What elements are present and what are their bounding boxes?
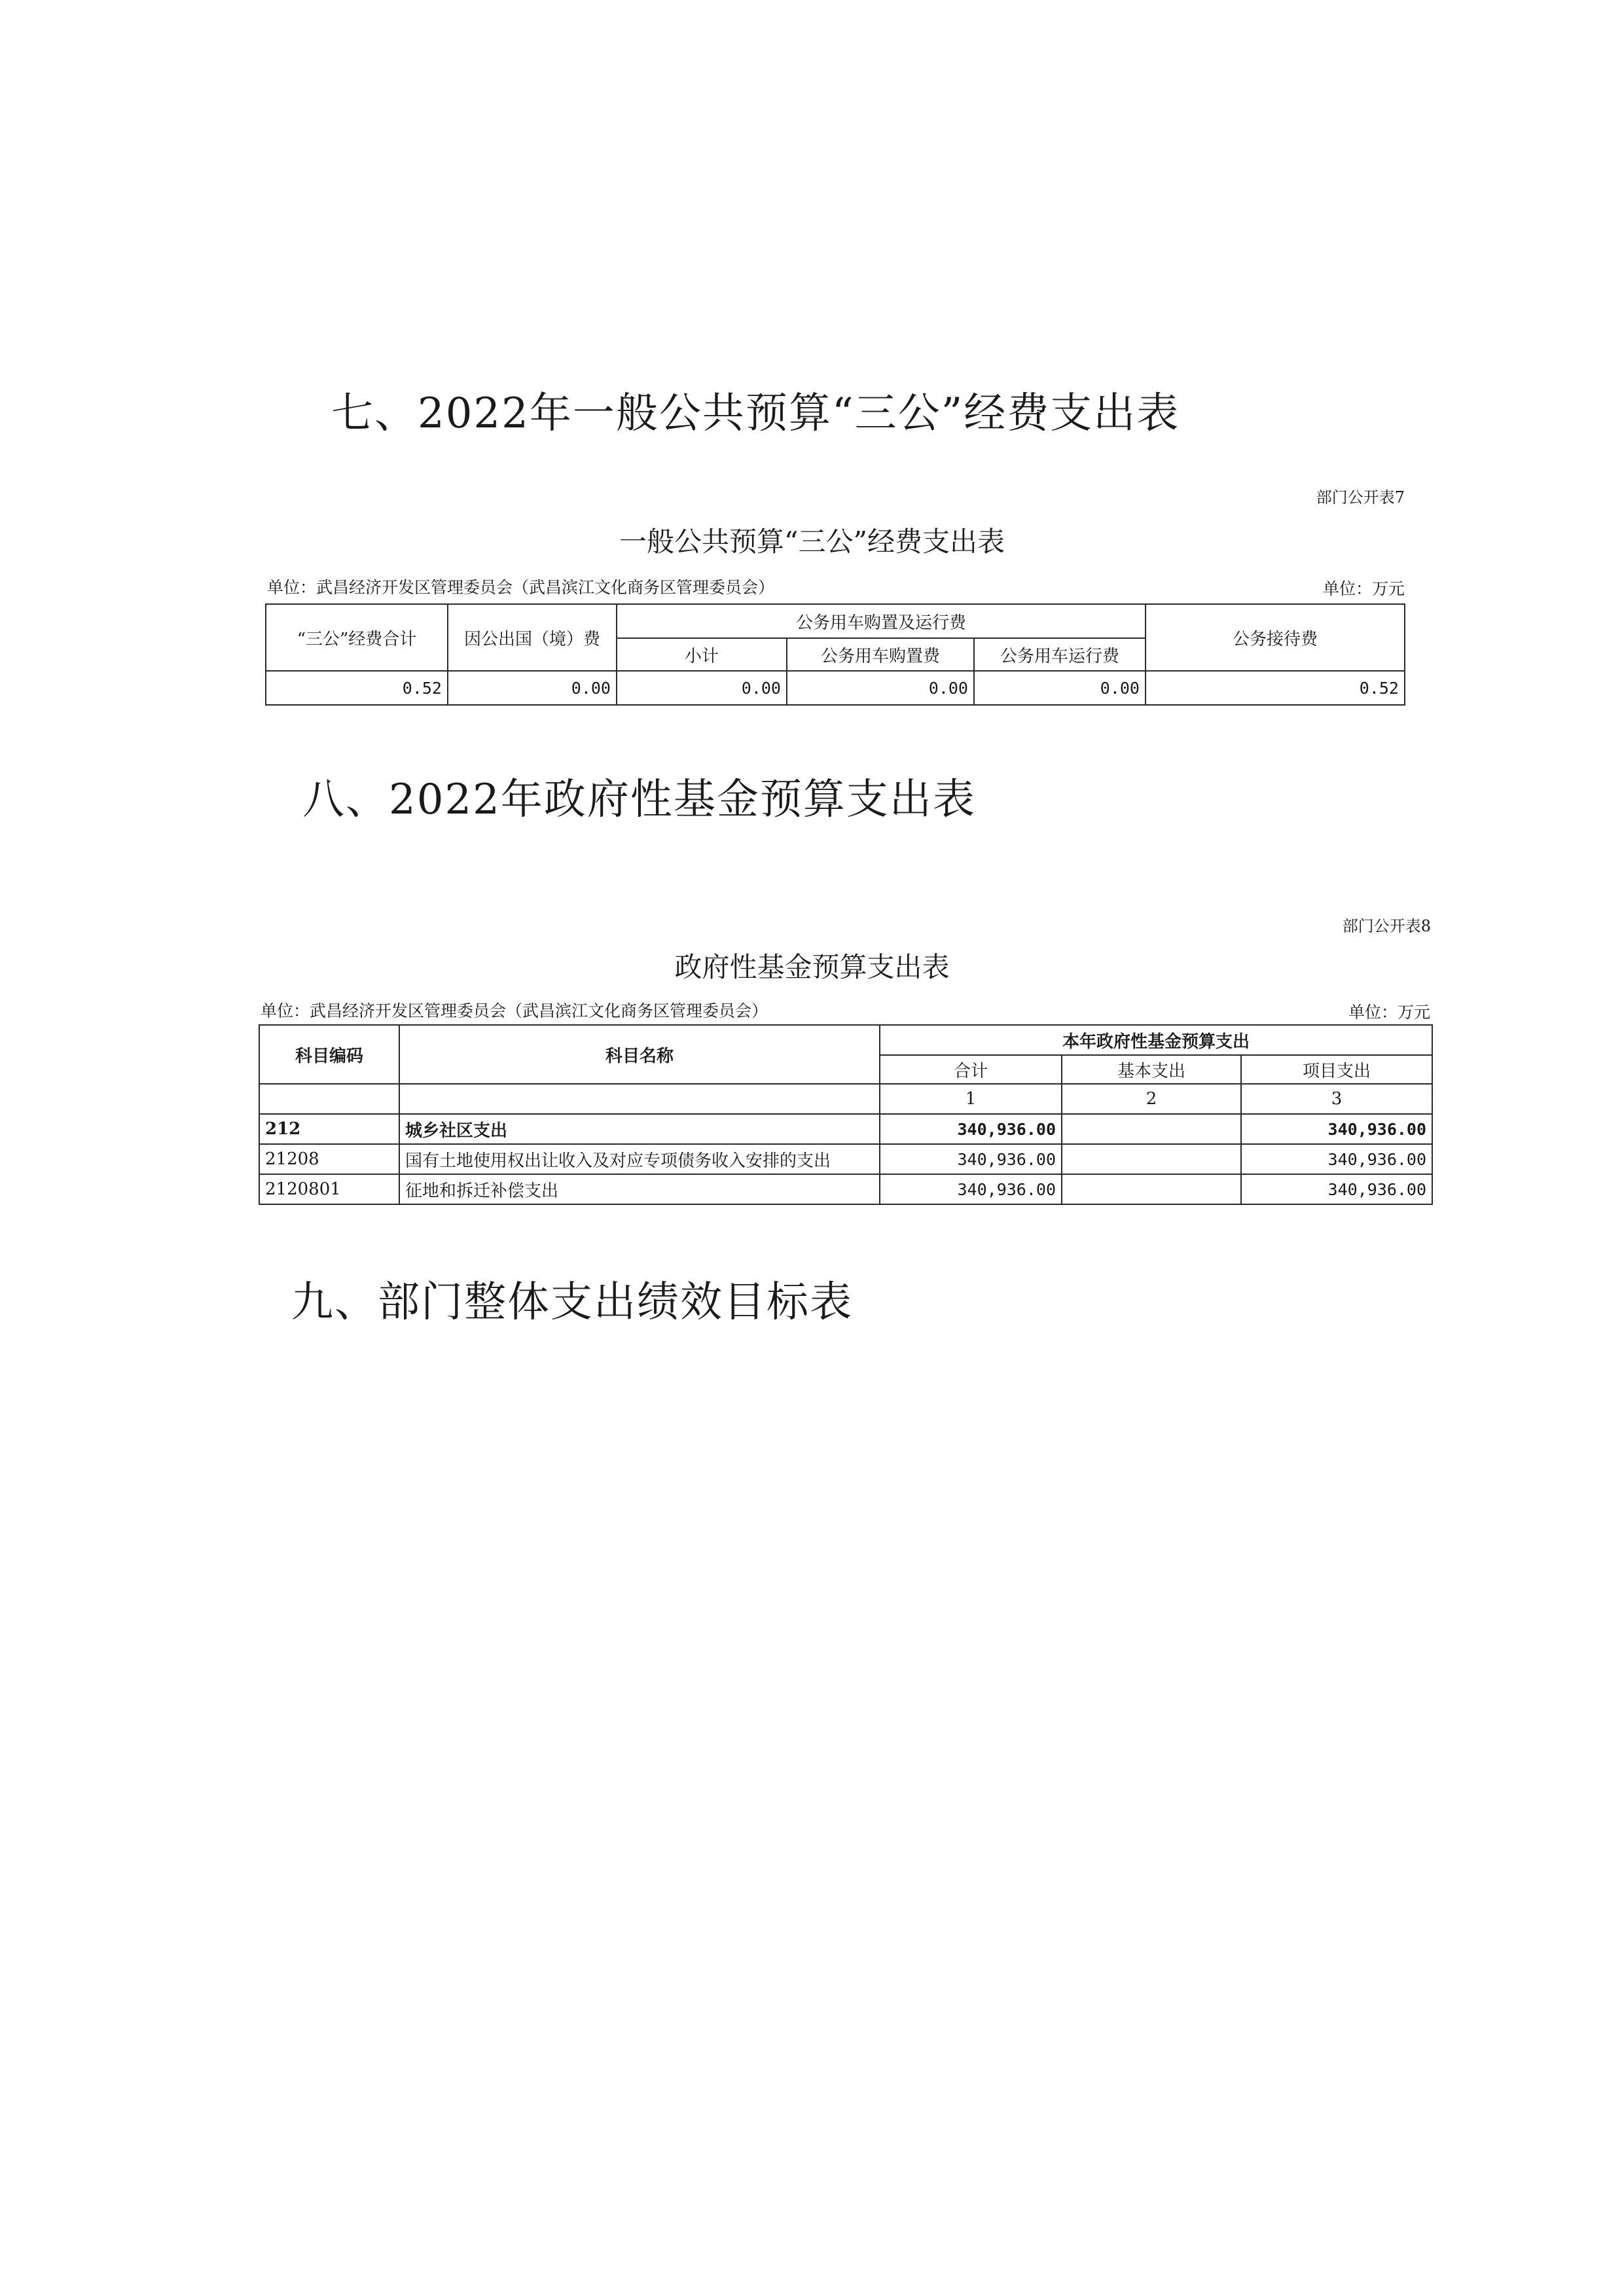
table-7-unit-org: 单位：武昌经济开发区管理委员会（武昌滨江文化商务区管理委员会） (267, 578, 775, 597)
cell-total: 340,936.00 (880, 1174, 1062, 1204)
header-vehicle-subtotal: 小计 (617, 638, 787, 671)
table-row (259, 1144, 1432, 1174)
header-reception-fee: 公务接待费 (1146, 604, 1405, 671)
cell-code: 21208 (259, 1144, 399, 1174)
cell-project: 340,936.00 (1241, 1144, 1432, 1174)
table-8-title: 政府性基金预算支出表 (674, 951, 950, 983)
cell-project: 340,936.00 (1241, 1114, 1432, 1144)
cell-purchase: 0.00 (787, 671, 974, 705)
section-9-heading: 九、部门整体支出绩效目标表 (291, 1278, 853, 1327)
cell-operation: 0.00 (974, 671, 1146, 705)
cell-project: 340,936.00 (1241, 1174, 1432, 1204)
government-fund-table (259, 1024, 1433, 1205)
header-total: 合计 (880, 1055, 1062, 1084)
cell-basic (1062, 1114, 1241, 1144)
form-number-7: 部门公开表7 (1316, 488, 1405, 507)
cell-basic (1062, 1174, 1241, 1204)
column-number: 2 (1062, 1084, 1241, 1114)
cell-code: 212 (259, 1114, 399, 1144)
cell-total: 340,936.00 (880, 1114, 1062, 1144)
header-vehicle-group: 公务用车购置及运行费 (617, 604, 1146, 638)
header-vehicle-operation: 公务用车运行费 (974, 638, 1146, 671)
header-abroad-fee: 因公出国（境）费 (448, 604, 617, 671)
header-fund-expense-group: 本年政府性基金预算支出 (880, 1025, 1432, 1055)
table-row (259, 1114, 1432, 1144)
section-7-heading: 七、2022年一般公共预算“三公”经费支出表 (331, 389, 1180, 438)
cell-name: 国有土地使用权出让收入及对应专项债务收入安排的支出 (399, 1144, 880, 1174)
cell-name: 城乡社区支出 (399, 1114, 880, 1144)
table-row (259, 1174, 1432, 1204)
header-project: 项目支出 (1241, 1055, 1432, 1084)
cell-basic (1062, 1144, 1241, 1174)
cell-total: 0.52 (266, 671, 448, 705)
cell-abroad: 0.00 (448, 671, 617, 705)
header-subject-name: 科目名称 (399, 1025, 880, 1084)
column-number: 1 (880, 1084, 1062, 1114)
header-subject-code: 科目编码 (259, 1025, 399, 1084)
section-8-heading: 八、2022年政府性基金预算支出表 (302, 776, 976, 824)
header-vehicle-purchase: 公务用车购置费 (787, 638, 974, 671)
cell-reception: 0.52 (1146, 671, 1405, 705)
header-basic: 基本支出 (1062, 1055, 1241, 1084)
table-8-unit-currency: 单位：万元 (1348, 1003, 1430, 1022)
column-number: 3 (1241, 1084, 1432, 1114)
table-7-unit-currency: 单位：万元 (1322, 579, 1405, 598)
cell-code: 2120801 (259, 1174, 399, 1204)
table-8-unit-org: 单位：武昌经济开发区管理委员会（武昌滨江文化商务区管理委员会） (261, 1001, 768, 1020)
three-public-expenses-table (265, 603, 1405, 706)
table-7-title: 一般公共预算“三公”经费支出表 (619, 526, 1005, 558)
cell-name: 征地和拆迁补偿支出 (399, 1174, 880, 1204)
cell-subtotal: 0.00 (617, 671, 787, 705)
cell-total: 340,936.00 (880, 1144, 1062, 1174)
header-three-public-total: “三公”经费合计 (266, 604, 448, 671)
table-row (266, 671, 1405, 705)
form-number-8: 部门公开表8 (1342, 917, 1431, 935)
